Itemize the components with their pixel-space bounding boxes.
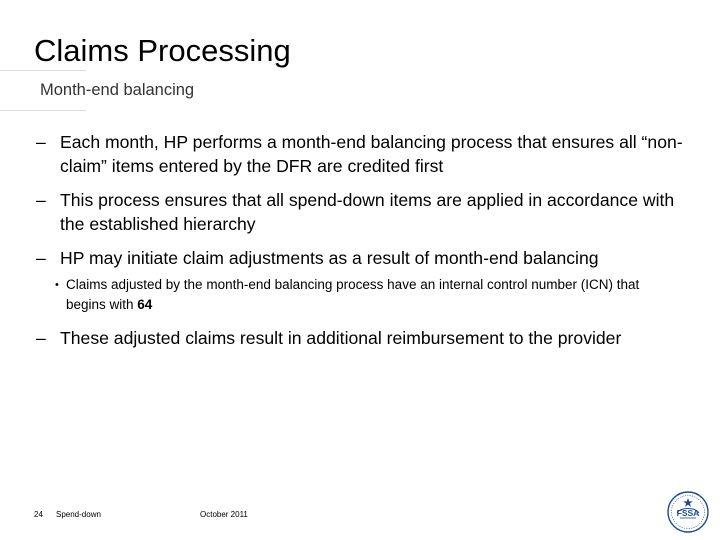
- bullet-dash: –: [36, 132, 46, 152]
- bullet-text: Each month, HP performs a month-end balancing process that ensures all “non-claim” items entered by the DFR are credited first: [60, 132, 683, 176]
- icn-prefix-value: 64: [137, 296, 153, 312]
- fssa-seal-logo: [666, 490, 710, 534]
- bullet-dash: –: [36, 248, 46, 268]
- bullet-item: [36, 131, 686, 178]
- sub-bullet-marker: •: [55, 278, 59, 291]
- footer-page-number: 24: [34, 510, 43, 519]
- bullet-item: [36, 327, 686, 351]
- footer-topic: Spend-down: [56, 510, 101, 519]
- bullet-list: [36, 131, 686, 350]
- sub-bullet-text: Claims adjusted by the month-end balancing process have an internal control number (ICN) that begins with: [66, 276, 640, 312]
- subtitle-divider: [0, 110, 86, 111]
- bullet-dash: –: [36, 327, 46, 348]
- bullet-dash: –: [36, 190, 46, 210]
- bullet-text: HP may initiate claim adjustments as a result of month-end balancing: [60, 248, 599, 268]
- svg-text:FSSA: FSSA: [676, 508, 700, 518]
- bullet-item: [36, 189, 686, 236]
- bullet-item: [36, 247, 686, 271]
- footer-date: October 2011: [200, 510, 248, 519]
- title-divider: [0, 70, 86, 71]
- slide-title: Claims Processing: [34, 33, 291, 68]
- sub-bullet-item: [36, 275, 646, 315]
- bullet-text: These adjusted claims result in additional reimbursement to the provider: [60, 327, 622, 348]
- slide-subtitle: Month-end balancing: [40, 81, 195, 99]
- bullet-text: This process ensures that all spend-down items are applied in accordance with the established hierarchy: [60, 190, 675, 234]
